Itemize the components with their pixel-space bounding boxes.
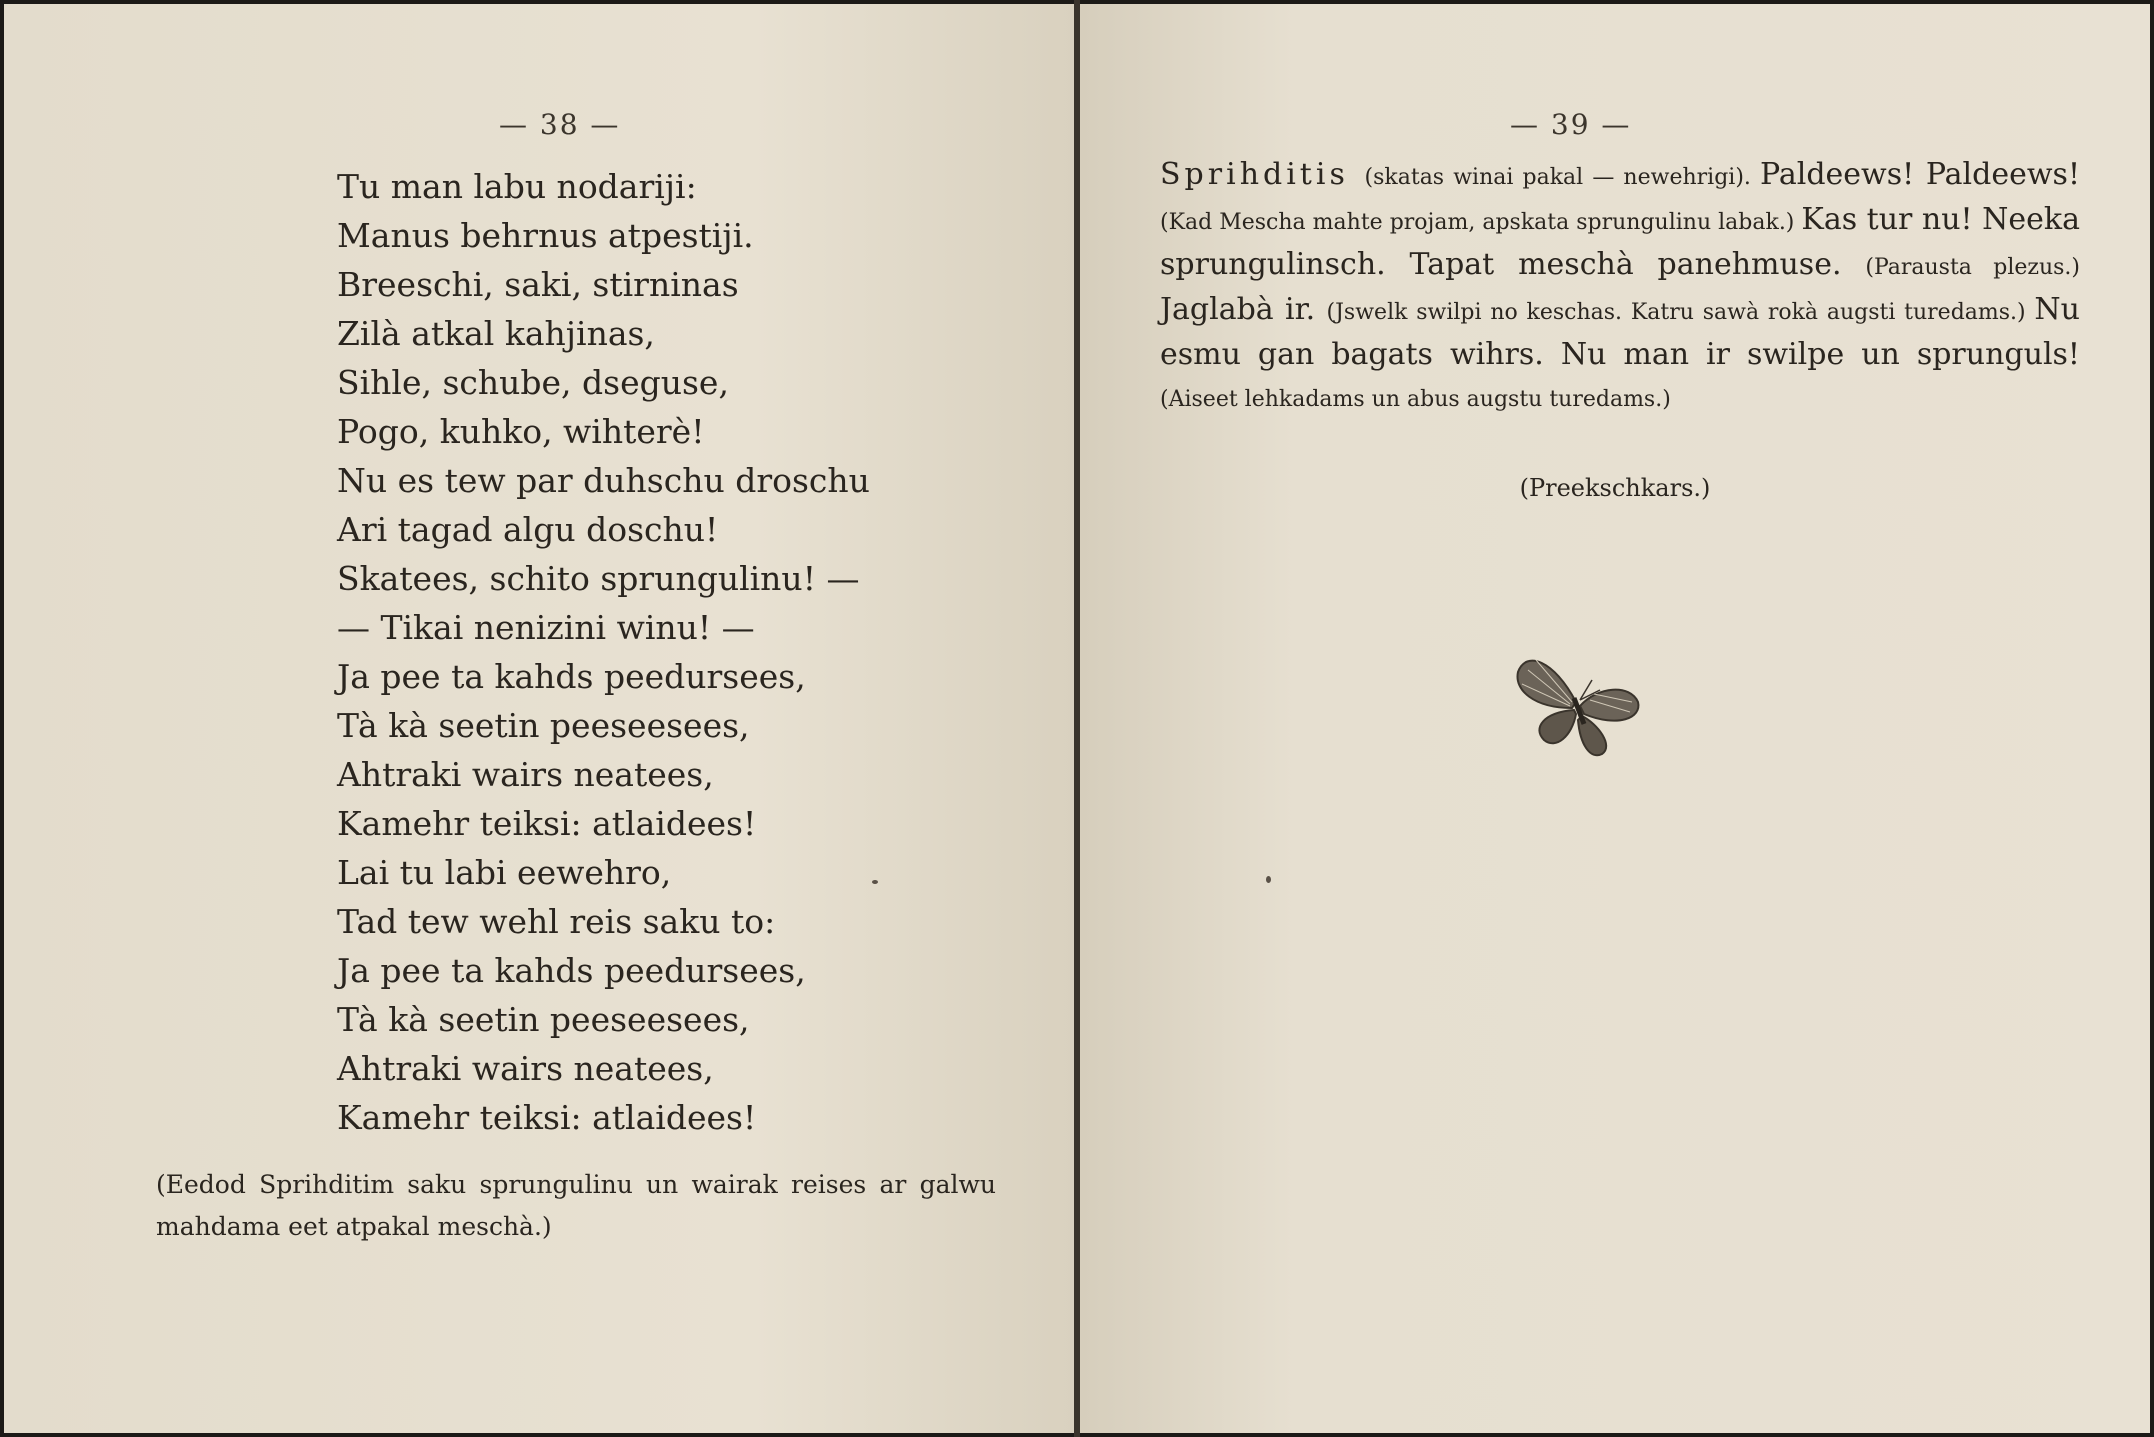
stage-direction: (Jswelk swilpi no keschas. Katru sawà rokà augsti turedams.)	[1326, 300, 2035, 325]
butterfly-icon	[1514, 650, 1644, 760]
speaker-name: Sprihditis	[1160, 157, 1365, 192]
verse-line: Ja pee ta kahds peedursees,	[337, 951, 806, 990]
verse-line: Ari tagad algu doschu!	[337, 510, 719, 549]
verse-line: Breeschi, saki, stirninas	[337, 265, 739, 304]
verse-line: Tad tew wehl reis saku to:	[337, 902, 776, 941]
stage-direction: (skatas winai pakal — newehrigi).	[1364, 165, 1761, 190]
paper-speck	[1266, 876, 1271, 883]
page-number-right: — 39 —	[1510, 108, 1632, 141]
verse-line: Sihle, schube, dseguse,	[337, 363, 729, 402]
verse-line: Tà kà seetin peeseesees,	[337, 1000, 750, 1039]
verse-line: Kamehr teiksi: atlaidees!	[337, 1098, 757, 1137]
stage-direction: (Kad Mescha mahte projam, apskata sprungulinu labak.)	[1160, 210, 1802, 235]
page-number-left: — 38 —	[499, 108, 621, 141]
verse-line: Manus behrnus atpestiji.	[337, 216, 754, 255]
right-page	[1080, 4, 2150, 1433]
verse-block	[337, 162, 870, 1142]
left-page	[4, 4, 1074, 1433]
verse-line: Tu man labu nodariji:	[337, 167, 697, 206]
verse-line: Ahtraki wairs neatees,	[337, 1049, 714, 1088]
verse-line: Ja pee ta kahds peedursees,	[337, 657, 806, 696]
verse-line: Tà kà seetin peeseesees,	[337, 706, 750, 745]
verse-line: Ahtraki wairs neatees,	[337, 755, 714, 794]
curtain-note: (Preekschkars.)	[1519, 474, 1711, 502]
verse-line: Pogo, kuhko, wihterè!	[337, 412, 705, 451]
dialogue-text: Jaglabà ir.	[1160, 292, 1327, 327]
verse-line: — Tikai nenizini winu! —	[337, 608, 755, 647]
prose-block	[1160, 154, 2080, 421]
stage-direction: (Paraustа plezus.)	[1865, 255, 2080, 280]
dialogue-text: Paldeews! Paldeews!	[1760, 157, 2080, 192]
dialogue-text: Nu esmu gan bagats wihrs. Nu man ir swilpe un sprunguls!	[1160, 292, 2080, 372]
verse-line: Kamehr teiksi: atlaidees!	[337, 804, 757, 843]
paper-speck	[872, 880, 878, 884]
verse-line: Zilà atkal kahjinas,	[337, 314, 655, 353]
stage-direction: (Aiseet lehkadams un abus augstu turedams.)	[1160, 387, 1671, 412]
verse-line: Nu es tew par duhschu droschu	[337, 461, 870, 500]
verse-line: Lai tu labi eewehro,	[337, 853, 672, 892]
dialogue-text: Kas tur nu! Neeka sprungulinsch. Tapat meschà panehmuse.	[1160, 202, 2080, 282]
stage-direction: (Eedod Sprihditim saku sprungulinu un wairak reises ar galwu mahdama eet atpakal meschà.)	[156, 1170, 996, 1241]
verse-line: Skatees, schito sprungulinu! —	[337, 559, 860, 598]
